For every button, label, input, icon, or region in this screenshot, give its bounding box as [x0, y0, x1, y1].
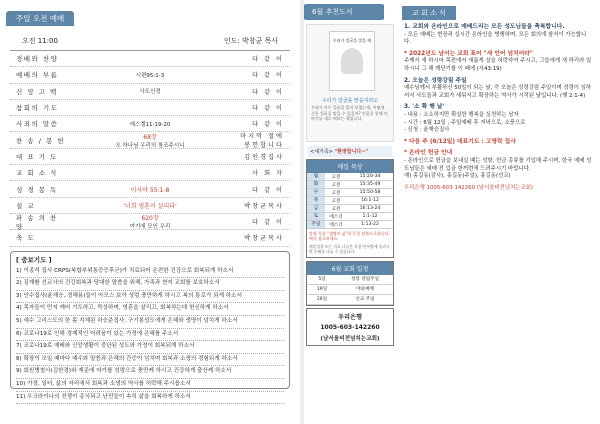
order-row [10, 181, 290, 197]
news-item [396, 100, 600, 134]
bank-account: 1005-603-142260 [320, 323, 380, 331]
order-sub: 시편95:1-3 [135, 72, 165, 79]
books-tab: 6월 추천도서 [304, 4, 384, 20]
order-row [10, 100, 290, 116]
order-row [10, 230, 290, 246]
bible-note: 말씀 묵상 "생명의 삶"과 동일 말씀으로합니다. 에서 참고하세요. [309, 231, 390, 241]
order-mid [68, 87, 232, 95]
bible-row [307, 213, 393, 221]
prayer-item: 7) 코로나19로 예배와 신앙생활이 중단된 성도와 가정이 회복되게 하소서 [16, 341, 284, 354]
order-name: 찬 송 / 봉 헌 [16, 136, 66, 145]
order-sub: 에스겔11:19-20 [129, 121, 171, 128]
daily-bible [306, 159, 394, 258]
service-time: 오전 11:00 [22, 37, 58, 45]
order-who: 다 같 이 [252, 72, 284, 80]
service-leader: 인도: 박창균 목사 [223, 37, 278, 45]
news-heading: 3. '소 확 행 날' [404, 104, 445, 111]
order-name: 경배와 찬양 [16, 55, 59, 64]
mid-column [304, 0, 396, 424]
bible-book: 에스더 [329, 214, 343, 220]
schedule-event: 야외예배 [356, 287, 374, 293]
prayer-item: 5) 예수 그리스도의 한 몸 지체된 하승준집사, 구기봉성도에게 은혜와 생명이 넘치게 하소서 [16, 316, 284, 329]
bible-day: 금 [307, 205, 325, 212]
bible-row [307, 221, 393, 229]
bible-book: 고전 [331, 190, 341, 196]
bible-row [307, 181, 393, 189]
greet-text: "환영합니다~" [334, 149, 369, 155]
prayer-item: 9) 회원병철사(김한경)와 재준에 마가를 성령으로 충만케 하시고 건강하게 출산케 하소서 [16, 366, 284, 379]
schedule-date: 26일 [316, 297, 328, 303]
bible-row [307, 205, 393, 213]
book-cover-title: 우리가 얼굴을 맞을 때 [332, 38, 372, 43]
schedule-row [307, 275, 393, 285]
prayer-item: 11) 우크라이나의 전쟁이 종식되고 난민들이 속히 삶을 회복하게 하소서 [16, 392, 284, 405]
order-row [10, 132, 290, 148]
order-name: 신 앙 고 백 [16, 87, 58, 96]
news-text: - 내용 : 소소하지만 확실한 행복을 실천하는 남자 - 시간 : 6월 12일 , 주일예배 후 저녁으로, 소풍으로 - 신청 : 윤재승집사 [404, 111, 526, 134]
news-heading: 1. 교회와 온라인으로 예배드리는 모든 성도님들을 축복합니다. [404, 24, 565, 30]
order-sub: 오 하나님 우리의 창조주시니 [115, 142, 185, 149]
news-text: 예수님께서 부활하신 50일이 되는 날, 즉 오늘은 성령강림 주일이며 성령이 임하셔서 사도들과 교회가 세워지고 확장하는 역사가 시작된 날입니다. (행 2:1-4) [404, 85, 592, 99]
order-name: 대 표 기 도 [16, 152, 58, 161]
bible-book: 고전 [331, 206, 341, 212]
order-name: 사죄의 말씀 [16, 120, 59, 129]
schedule-event: 선교 주일 [355, 297, 375, 303]
bible-chapter: 16:1-12 [361, 198, 379, 203]
book-cover-figure-icon [341, 48, 363, 74]
order-mid [68, 120, 232, 128]
order-who: 다 같 이 [252, 219, 284, 227]
bank-box [306, 308, 394, 346]
news-item [396, 20, 600, 47]
news-text: 주께서 새 하시어 목전에서 새롭게 살을 허락하여 주시고, 그들에게 새 하리라 일 하시니 그 해 깨닫기를 이 때에 (사43:19) [404, 58, 592, 72]
prayer-item: 8) 확장이 모일 때마다 예수와 말씀과 은혜의 간증이 넘치며 회복과 소생의 경험되게 하소서 [16, 354, 284, 367]
order-who: 다 같 이 [252, 105, 284, 113]
news-item [396, 146, 600, 180]
book-cover [329, 31, 375, 91]
order-who: 사 회 자 [252, 170, 284, 178]
bible-day: 화 [307, 181, 325, 188]
order-mid [68, 213, 232, 230]
order-row [10, 165, 290, 181]
news-heading: * 온라인 헌금 안내 [404, 150, 453, 157]
bible-book: 에스더 [329, 222, 343, 228]
news-tab: 교 회 소 식 [402, 6, 456, 20]
bible-chapter: 15:35-49 [359, 182, 381, 187]
order-mid [68, 201, 232, 210]
order-mid [68, 132, 232, 149]
schedule-box [306, 261, 394, 306]
order-mid [68, 71, 232, 79]
schedule-row [307, 285, 393, 295]
news-item [396, 74, 600, 101]
order-who: 다 같 이 [252, 186, 284, 194]
order-row [10, 149, 290, 165]
order-name: 설 교 [16, 201, 36, 210]
order-highlight: 68장 [143, 133, 157, 141]
order-who: 마지막 절에 봉헌합니다 [240, 133, 284, 150]
service-header [10, 26, 290, 51]
order-row [10, 67, 290, 83]
bank-line: 우리은행 1005-603-142260 (남서울비전넘치는교회) [404, 184, 534, 191]
order-who: 다 같 이 [252, 56, 284, 64]
order-who: 박창균목사 [244, 235, 284, 243]
order-name: 참회의 기도 [16, 104, 59, 113]
schedule-row [307, 295, 393, 305]
bible-title: 매일 묵상 [307, 160, 393, 173]
prayer-item: 6) 코로나19로 인해 경제적인 어려움이 있는 가정에 은혜를 주소서 [16, 329, 284, 342]
bible-day: 목 [307, 197, 325, 204]
news-heading: * 다음 주 (6/12일) 대표기도 : 고영락 집사 [404, 138, 516, 145]
order-name: 예배의 부름 [16, 71, 59, 80]
order-highlight: 이사야 55:1-8 [130, 186, 170, 194]
news-text: - 온라인으로 헌금을 보내실 때는 성함, 헌금 종류를 기입해 주시며, 한국 예배 성도님들은 예배 전 입금 한꺼번에 드려주시기 바랍니다. 예) 홍길동(감사), 홍길동(주일), 홍길동(선교) [404, 157, 592, 180]
order-row [10, 116, 290, 132]
prayer-title: [ 중보기도 ] [16, 255, 52, 264]
order-highlight: '너희 영혼이 살리라' [123, 202, 177, 210]
bible-day: 토 [307, 213, 325, 220]
bible-chapter: 15:50-58 [359, 190, 381, 195]
prayer-item: 3) 안수집사(윤재승, 정해용)들이 아모스 보아 성령 충만하게 하시고 복의 통로가 되게 하소서 [16, 291, 284, 304]
order-name: 축 도 [16, 234, 36, 243]
worship-order [10, 51, 290, 247]
bible-chapter: 1:1-12 [362, 214, 378, 219]
new-family-greeting [308, 146, 392, 157]
schedule-event: 성령 강림주일 [350, 277, 380, 283]
bible-book: 고전 [331, 182, 341, 188]
order-name: 성 경 봉 독 [16, 185, 58, 194]
schedule-title: 6월 교회 일정 [307, 262, 393, 275]
order-who: 박창균목사 [244, 202, 284, 210]
order-mid [68, 185, 232, 194]
order-row [10, 51, 290, 67]
greet-label: <새가족> [310, 149, 333, 155]
bank-line-item [396, 181, 600, 193]
schedule-date: 19일 [316, 287, 328, 293]
bible-row [307, 189, 393, 197]
schedule-date: 5일 [318, 277, 326, 283]
bible-book: 고전 [331, 174, 341, 180]
order-who: 김인경집사 [244, 153, 284, 161]
bank-name: 우리은행 [338, 313, 362, 321]
order-sub: 여기에 모인 우리 [129, 224, 171, 231]
order-sub: 사도신경 [139, 89, 161, 96]
book-title: 우리가 얼굴을 맞을지라도 [321, 98, 379, 104]
news-heading: * 2022년도 남서는 교회 표어 "새 언어 넘치어라" [404, 50, 533, 57]
order-row [10, 198, 290, 214]
bible-chapter: 16:13-24 [359, 206, 381, 211]
order-who: 다 같 이 [252, 88, 284, 96]
bible-day: 월 [307, 173, 325, 180]
order-who: 다 같 이 [252, 121, 284, 129]
bible-row [307, 197, 393, 205]
prayer-box [10, 251, 290, 400]
bible-row [307, 173, 393, 181]
order-name: 파 송 의 찬 양 [16, 213, 58, 231]
order-highlight: 620장 [141, 215, 159, 223]
bible-chapter: 15:20-34 [359, 174, 381, 179]
news-heading: 2. 오늘은 성령강림 주일 [404, 77, 467, 84]
service-tab: 주일 오전 예배 [6, 11, 74, 26]
prayer-item: 10) 가정, 일터, 삶의 자리에서 회복과 소생의 역사를 허락해 주시옵소서 [16, 379, 284, 392]
prayer-item: 1) 이종석 집사 CRPS(복합부위통증증후군)가 치료되어 온전한 건강으로 회복되게 하소서 [16, 266, 284, 279]
bank-holder: (남서울비전넘치는교회) [320, 335, 380, 342]
bible-day: 수 [307, 189, 325, 196]
order-name: 교 회 소 식 [16, 169, 58, 178]
news-text: - 모든 예배는 현장과 실시간 온라인을 병행하며, 모든 회의에 참석이 가능합니다. [404, 31, 587, 46]
prayer-item: 2) 김재환 선교사의 건강회복과 당대한 말씀을 위해, 가족과 현지 교회를 보호하소서 [16, 278, 284, 291]
news-item [396, 47, 600, 74]
news-item [396, 135, 600, 147]
bible-note-2: 매일성경 또는 자료 나눔은 목장 단톡방에 올리시면 은혜를 나눌 수 있습니다. [309, 244, 390, 254]
bible-book: 고전 [331, 198, 341, 204]
book-desc: 우리가 아무 얼굴을 잃어 보였는데, 어떻게 신은 얼굴을 맞을 수 있을까? 믿음을 통해 이야기를 새로 써보는 책입니다. [311, 105, 388, 121]
order-row [10, 214, 290, 230]
bible-chapter: 1:13-22 [361, 222, 379, 227]
bible-day: 주일 [307, 221, 325, 228]
book-card [306, 24, 394, 142]
order-row [10, 84, 290, 100]
prayer-item: 4) 목자들이 먼저 깨어 기도하고, 묵상하며, 영혼을 살리고, 회복하는데 헌신하게 하소서 [16, 303, 284, 316]
right-column [396, 0, 600, 424]
